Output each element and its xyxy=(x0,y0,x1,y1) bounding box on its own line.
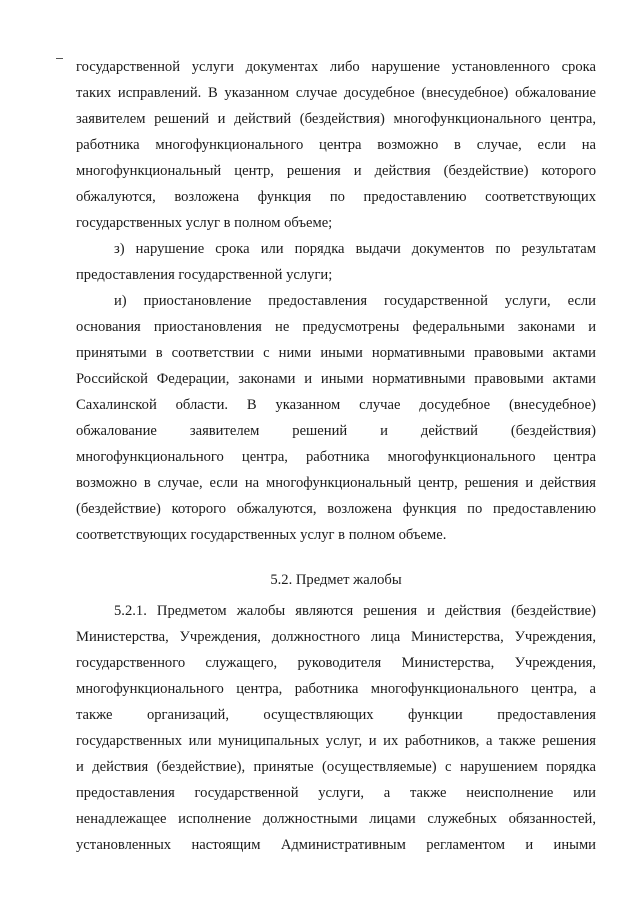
margin-mark xyxy=(56,58,63,59)
text-line: установленных настоящим Административным регламентом и иными xyxy=(76,837,596,853)
text-line: обжалование заявителем решений и действий (бездействия) xyxy=(76,423,596,439)
text-line: и) приостановление предоставления государственной услуги, если xyxy=(114,293,596,309)
text-line: многофункционального центра, работника многофункционального центра xyxy=(76,449,596,465)
text-line: обжалуются, возложена функция по предоставлению соответствующих xyxy=(76,189,596,205)
text-line: также организаций, осуществляющих функции предоставления xyxy=(76,707,596,723)
text-line: государственной услуги документах либо нарушение установленного срока xyxy=(76,59,596,75)
text-line: (бездействие) которого обжалуются, возложена функция по предоставлению xyxy=(76,501,596,517)
text-line: предоставления государственной услуги, а также неисполнение или xyxy=(76,785,596,801)
text-line: работника многофункционального центра возможно в случае, если на xyxy=(76,137,596,153)
text-line: предоставления государственной услуги; xyxy=(76,267,333,283)
text-line: з) нарушение срока или порядка выдачи документов по результатам xyxy=(114,241,596,257)
paragraph-item-z xyxy=(76,236,596,288)
text-line: Министерства, Учреждения, должностного лица Министерства, Учреждения, xyxy=(76,629,596,645)
text-line: заявителем решений и действий (бездействия) многофункционального центра, xyxy=(76,111,596,127)
section-heading: 5.2. Предмет жалобы xyxy=(270,572,402,588)
text-line: принятыми в соответствии с ними иными нормативными правовыми актами xyxy=(76,345,596,361)
text-line: таких исправлений. В указанном случае досудебное (внесудебное) обжалование xyxy=(76,85,596,101)
text-line: Российской Федерации, законами и иными нормативными правовыми актами xyxy=(76,371,596,387)
text-line: возможно в случае, если на многофункциональный центр, решения и действия xyxy=(76,475,596,491)
text-line: 5.2.1. Предметом жалобы являются решения и действия (бездействие) xyxy=(114,603,596,619)
text-line: и действия (бездействие), принятые (осуществляемые) с нарушением порядка xyxy=(76,759,596,775)
text-line: многофункциональный центр, решения и действия (бездействие) которого xyxy=(76,163,596,179)
paragraph-item-i xyxy=(76,288,596,548)
text-line: государственных услуг в полном объеме; xyxy=(76,215,333,231)
text-line: соответствующих государственных услуг в полном объеме. xyxy=(76,527,447,543)
text-line: государственных или муниципальных услуг, и их работников, а также решения xyxy=(76,733,596,749)
text-line: Сахалинской области. В указанном случае досудебное (внесудебное) xyxy=(76,397,596,413)
text-line: ненадлежащее исполнение должностными лицами служебных обязанностей, xyxy=(76,811,596,827)
text-line: государственного служащего, руководителя Министерства, Учреждения, xyxy=(76,655,596,671)
text-line: основания приостановления не предусмотрены федеральными законами и xyxy=(76,319,596,335)
paragraph-continuation xyxy=(76,54,596,236)
paragraph-5-2-1 xyxy=(76,598,596,858)
text-line: многофункционального центра, работника многофункционального центра, а xyxy=(76,681,596,697)
